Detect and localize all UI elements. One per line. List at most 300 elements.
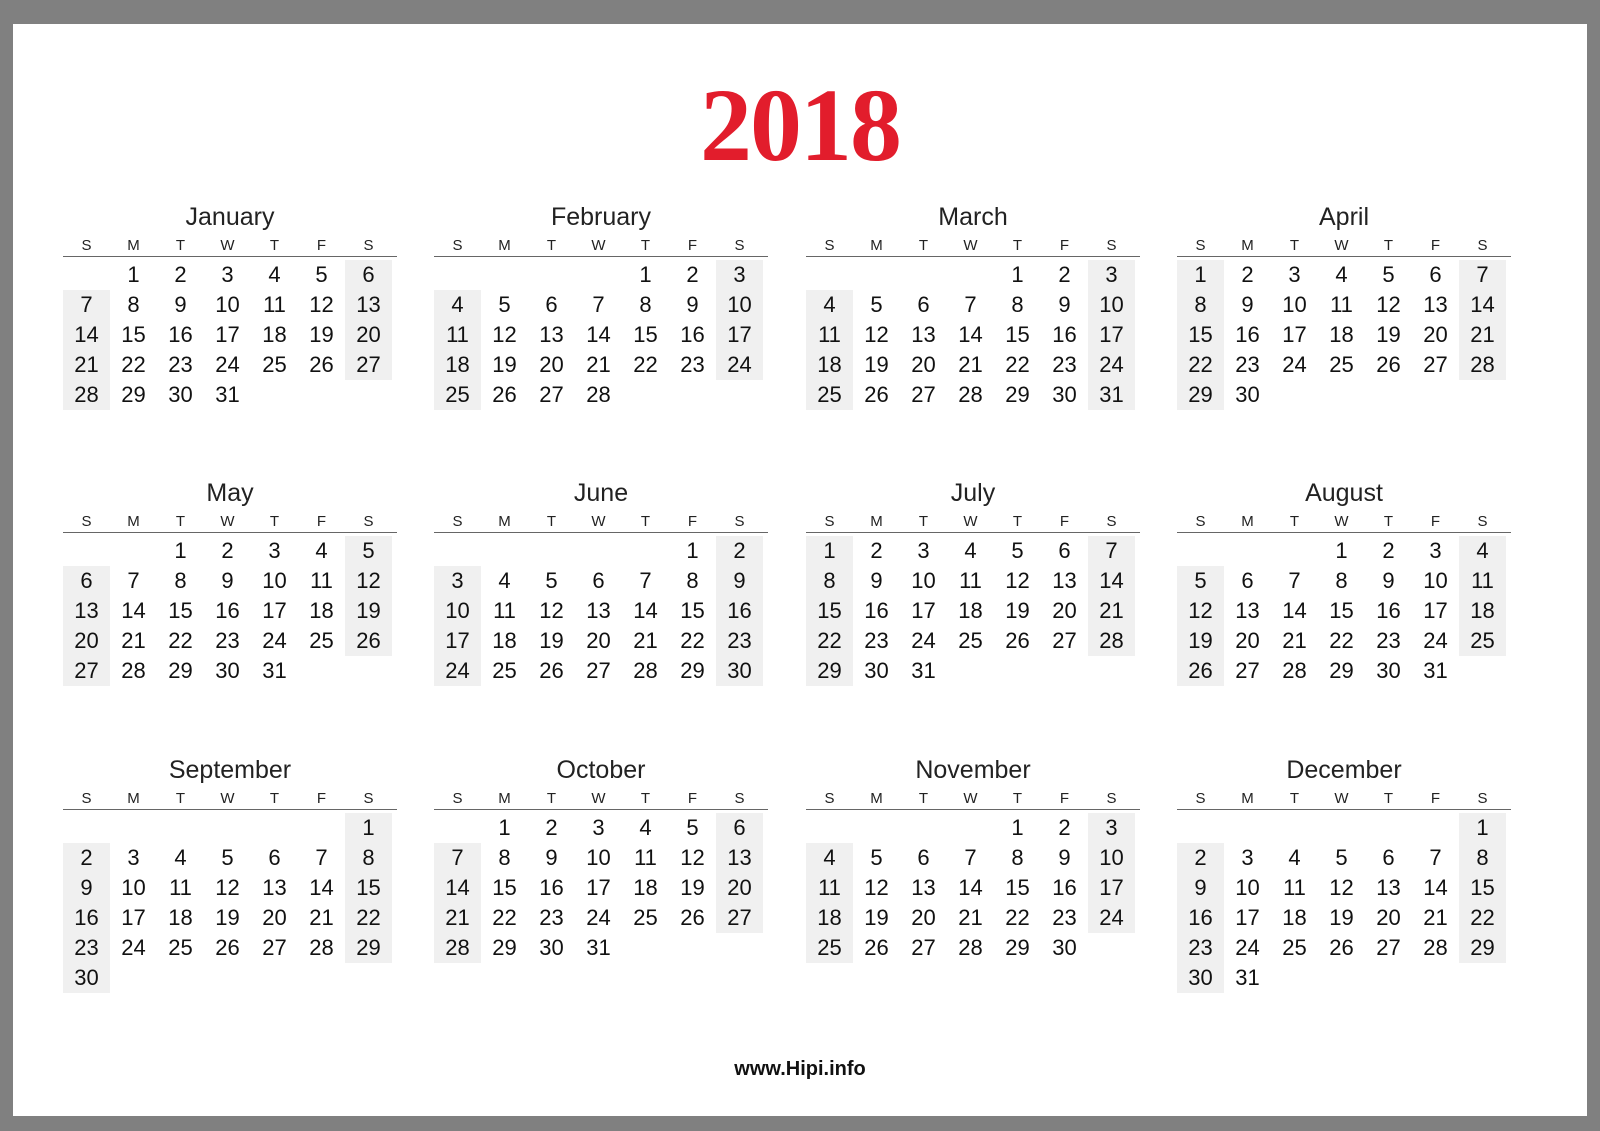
day-cell: 15	[680, 598, 705, 623]
day-cell: 16	[1235, 322, 1260, 347]
day-cell: 14	[74, 322, 99, 347]
day-cell: 30	[74, 965, 99, 990]
day-cell: 10	[215, 292, 240, 317]
day-cell: 4	[451, 292, 464, 317]
day-cell: 23	[539, 905, 564, 930]
weekday-label: F	[1430, 790, 1441, 807]
day-cell: 22	[1329, 628, 1354, 653]
day-cell: 21	[121, 628, 146, 653]
day-cell: 25	[492, 658, 517, 683]
weekday-label: W	[963, 513, 978, 530]
day-cell: 8	[823, 568, 836, 593]
day-cell: 31	[1099, 382, 1124, 407]
weekday-label: M	[1241, 790, 1254, 807]
weekday-label: T	[546, 790, 557, 807]
day-cell: 28	[958, 935, 983, 960]
day-cell: 20	[727, 875, 752, 900]
day-cell: 9	[1241, 292, 1254, 317]
day-cell: 25	[958, 628, 983, 653]
day-cell: 1	[1476, 815, 1489, 840]
weekday-label: S	[452, 237, 463, 254]
day-cell: 20	[539, 352, 564, 377]
month-name: December	[1286, 756, 1402, 784]
weekday-label: F	[687, 237, 698, 254]
day-cell: 7	[80, 292, 93, 317]
day-cell: 27	[539, 382, 564, 407]
day-cell: 4	[174, 845, 187, 870]
day-cell: 27	[727, 905, 752, 930]
day-cell: 29	[1329, 658, 1354, 683]
day-cell: 9	[1058, 845, 1071, 870]
day-cell: 29	[1470, 935, 1495, 960]
month-january	[63, 200, 397, 410]
day-cell: 6	[733, 815, 746, 840]
day-cell: 30	[168, 382, 193, 407]
day-cell: 27	[911, 935, 936, 960]
month-name: May	[206, 479, 254, 507]
day-cell: 21	[74, 352, 99, 377]
day-cell: 7	[592, 292, 605, 317]
day-cell: 25	[309, 628, 334, 653]
weekday-label: S	[1195, 790, 1206, 807]
day-cell: 9	[80, 875, 93, 900]
day-cell: 11	[1283, 875, 1306, 900]
day-cell: 18	[492, 628, 517, 653]
day-cell: 28	[1282, 658, 1307, 683]
day-cell: 7	[127, 568, 140, 593]
weekday-header	[434, 789, 768, 810]
day-cell: 31	[1423, 658, 1448, 683]
day-cell: 10	[121, 875, 146, 900]
day-cell: 5	[1194, 568, 1207, 593]
day-cell: 1	[686, 538, 699, 563]
day-cell: 15	[1470, 875, 1495, 900]
day-cell: 26	[1376, 352, 1401, 377]
day-cell: 15	[1329, 598, 1354, 623]
day-cell: 5	[686, 815, 699, 840]
weekday-label: F	[1430, 237, 1441, 254]
day-cell: 4	[823, 845, 836, 870]
day-cell: 7	[1429, 845, 1442, 870]
day-cell: 13	[1423, 292, 1448, 317]
day-cell: 12	[1376, 292, 1401, 317]
day-cell: 6	[917, 292, 930, 317]
weekday-label: W	[591, 513, 606, 530]
day-cell: 16	[1052, 322, 1077, 347]
weekday-label: T	[1383, 790, 1394, 807]
weekday-label: S	[734, 513, 745, 530]
day-cell: 3	[917, 538, 930, 563]
day-cell: 1	[174, 538, 187, 563]
day-cell: 24	[911, 628, 936, 653]
day-cell: 7	[639, 568, 652, 593]
day-cell: 9	[1194, 875, 1207, 900]
day-cell: 21	[633, 628, 658, 653]
day-cell: 27	[1423, 352, 1448, 377]
day-cell: 16	[1052, 875, 1077, 900]
weekday-label: S	[363, 790, 374, 807]
weekday-label: M	[127, 237, 140, 254]
month-name: November	[915, 756, 1031, 784]
day-cell: 27	[74, 658, 99, 683]
day-cell: 31	[215, 382, 240, 407]
day-cell: 6	[1429, 262, 1442, 287]
day-cell: 11	[446, 322, 469, 347]
day-cell: 28	[1423, 935, 1448, 960]
day-cell: 29	[356, 935, 381, 960]
day-cell: 26	[309, 352, 334, 377]
day-cell: 14	[958, 322, 983, 347]
weekday-label: T	[640, 790, 651, 807]
day-cell: 16	[215, 598, 240, 623]
day-cell: 11	[818, 875, 841, 900]
day-cell: 29	[1188, 382, 1213, 407]
day-cell: 3	[1105, 815, 1118, 840]
day-cell: 10	[1099, 292, 1124, 317]
day-cell: 12	[539, 598, 564, 623]
day-cell: 16	[864, 598, 889, 623]
day-cell: 7	[1105, 538, 1118, 563]
day-cell: 27	[586, 658, 611, 683]
day-cell: 13	[74, 598, 99, 623]
day-cell: 24	[727, 352, 752, 377]
day-cell: 5	[870, 845, 883, 870]
day-cell: 30	[1188, 965, 1213, 990]
weekday-label: W	[1334, 513, 1349, 530]
weekday-label: S	[1106, 237, 1117, 254]
weekday-label: W	[220, 513, 235, 530]
day-cell: 8	[686, 568, 699, 593]
day-cell: 13	[911, 875, 936, 900]
day-cell: 2	[1241, 262, 1254, 287]
day-cell: 3	[127, 845, 140, 870]
day-cell: 11	[310, 568, 333, 593]
day-cell: 17	[121, 905, 146, 930]
day-cell: 19	[309, 322, 334, 347]
day-cell: 4	[964, 538, 977, 563]
day-cell: 7	[964, 292, 977, 317]
day-cell: 20	[1052, 598, 1077, 623]
day-cell: 12	[864, 875, 889, 900]
weekday-header	[1177, 512, 1511, 533]
day-cell: 4	[1335, 262, 1348, 287]
day-cell: 5	[221, 845, 234, 870]
day-cell: 5	[1335, 845, 1348, 870]
weekday-label: T	[546, 513, 557, 530]
calendar-page	[13, 24, 1587, 1116]
weekday-label: S	[734, 237, 745, 254]
day-cell: 18	[1470, 598, 1495, 623]
month-name: October	[556, 756, 646, 784]
day-cell: 28	[445, 935, 470, 960]
day-cell: 20	[911, 352, 936, 377]
day-cell: 1	[362, 815, 375, 840]
day-cell: 29	[1005, 382, 1030, 407]
day-cell: 11	[818, 322, 841, 347]
day-cell: 4	[1288, 845, 1301, 870]
day-cell: 2	[1194, 845, 1207, 870]
weekday-header	[1177, 789, 1511, 810]
day-cell: 5	[498, 292, 511, 317]
day-cell: 30	[1235, 382, 1260, 407]
month-june	[434, 476, 768, 686]
day-cell: 26	[492, 382, 517, 407]
day-cell: 5	[545, 568, 558, 593]
day-cell: 6	[917, 845, 930, 870]
weekday-header	[1177, 236, 1511, 257]
weekday-label: F	[687, 513, 698, 530]
weekday-label: F	[1059, 790, 1070, 807]
day-cell: 6	[1241, 568, 1254, 593]
day-cell: 27	[356, 352, 381, 377]
day-cell: 16	[1188, 905, 1213, 930]
month-july	[806, 476, 1140, 686]
day-cell: 14	[1099, 568, 1124, 593]
day-cell: 19	[1376, 322, 1401, 347]
day-cell: 28	[74, 382, 99, 407]
day-cell: 18	[1329, 322, 1354, 347]
day-cell: 4	[823, 292, 836, 317]
weekday-label: M	[1241, 513, 1254, 530]
day-cell: 29	[680, 658, 705, 683]
day-cell: 14	[309, 875, 334, 900]
day-cell: 27	[1235, 658, 1260, 683]
day-cell: 28	[121, 658, 146, 683]
day-cell: 29	[1005, 935, 1030, 960]
day-cell: 8	[174, 568, 187, 593]
day-cell: 10	[1423, 568, 1448, 593]
day-cell: 15	[1005, 875, 1030, 900]
weekday-label: F	[316, 237, 327, 254]
day-cell: 28	[309, 935, 334, 960]
day-cell: 2	[686, 262, 699, 287]
day-cell: 11	[493, 598, 516, 623]
day-cell: 31	[262, 658, 287, 683]
day-cell: 21	[958, 352, 983, 377]
day-cell: 30	[1052, 382, 1077, 407]
weekday-label: S	[363, 237, 374, 254]
day-cell: 25	[262, 352, 287, 377]
day-cell: 1	[1194, 262, 1207, 287]
day-cell: 3	[451, 568, 464, 593]
day-cell: 13	[356, 292, 381, 317]
day-cell: 24	[1423, 628, 1448, 653]
weekday-label: M	[870, 790, 883, 807]
day-cell: 18	[1282, 905, 1307, 930]
day-cell: 17	[911, 598, 936, 623]
day-cell: 17	[1282, 322, 1307, 347]
day-cell: 15	[121, 322, 146, 347]
day-cell: 5	[1382, 262, 1395, 287]
day-cell: 7	[964, 845, 977, 870]
day-cell: 1	[127, 262, 140, 287]
day-cell: 11	[263, 292, 286, 317]
day-cell: 9	[1382, 568, 1395, 593]
day-cell: 23	[864, 628, 889, 653]
weekday-label: T	[918, 237, 929, 254]
day-cell: 6	[268, 845, 281, 870]
day-cell: 19	[492, 352, 517, 377]
day-cell: 11	[1471, 568, 1494, 593]
weekday-label: W	[220, 790, 235, 807]
day-cell: 13	[1235, 598, 1260, 623]
day-cell: 24	[215, 352, 240, 377]
weekday-label: F	[1059, 237, 1070, 254]
day-cell: 4	[498, 568, 511, 593]
month-name: April	[1318, 203, 1369, 231]
day-cell: 13	[727, 845, 752, 870]
month-november	[806, 753, 1140, 963]
day-cell: 25	[1282, 935, 1307, 960]
day-cell: 13	[539, 322, 564, 347]
weekday-label: T	[269, 237, 280, 254]
weekday-label: T	[1012, 237, 1023, 254]
weekday-label: S	[452, 790, 463, 807]
day-cell: 16	[74, 905, 99, 930]
weekday-label: T	[640, 513, 651, 530]
weekday-label: S	[363, 513, 374, 530]
day-cell: 25	[817, 935, 842, 960]
day-cell: 27	[911, 382, 936, 407]
day-cell: 10	[586, 845, 611, 870]
day-cell: 28	[586, 382, 611, 407]
day-cell: 25	[817, 382, 842, 407]
weekday-label: T	[640, 237, 651, 254]
day-cell: 2	[1058, 262, 1071, 287]
day-cell: 28	[958, 382, 983, 407]
day-cell: 3	[733, 262, 746, 287]
weekday-label: M	[870, 237, 883, 254]
day-cell: 14	[1470, 292, 1495, 317]
day-cell: 20	[74, 628, 99, 653]
day-cell: 30	[1052, 935, 1077, 960]
weekday-label: T	[269, 513, 280, 530]
month-march	[806, 200, 1140, 410]
day-cell: 24	[445, 658, 470, 683]
day-cell: 20	[262, 905, 287, 930]
day-cell: 17	[1099, 322, 1124, 347]
month-name: February	[550, 203, 652, 231]
month-name: June	[573, 479, 629, 507]
day-cell: 14	[121, 598, 146, 623]
day-cell: 16	[727, 598, 752, 623]
day-cell: 10	[911, 568, 936, 593]
day-cell: 9	[221, 568, 234, 593]
day-cell: 24	[586, 905, 611, 930]
day-cell: 20	[1235, 628, 1260, 653]
day-cell: 12	[1005, 568, 1030, 593]
day-cell: 1	[498, 815, 511, 840]
month-may	[63, 476, 397, 686]
weekday-label: T	[918, 513, 929, 530]
weekday-label: S	[1477, 513, 1488, 530]
weekday-header	[806, 512, 1140, 533]
day-cell: 12	[309, 292, 334, 317]
day-cell: 17	[1235, 905, 1260, 930]
weekday-label: M	[498, 237, 511, 254]
day-cell: 23	[1052, 352, 1077, 377]
weekday-label: W	[591, 790, 606, 807]
day-cell: 23	[1052, 905, 1077, 930]
day-cell: 2	[174, 262, 187, 287]
day-cell: 9	[870, 568, 883, 593]
day-cell: 22	[1470, 905, 1495, 930]
day-cell: 19	[864, 905, 889, 930]
day-cell: 25	[168, 935, 193, 960]
weekday-header	[63, 236, 397, 257]
day-cell: 20	[1423, 322, 1448, 347]
day-cell: 23	[727, 628, 752, 653]
day-cell: 4	[268, 262, 281, 287]
day-cell: 9	[733, 568, 746, 593]
day-cell: 19	[1188, 628, 1213, 653]
day-cell: 29	[817, 658, 842, 683]
day-cell: 14	[445, 875, 470, 900]
day-cell: 18	[309, 598, 334, 623]
day-cell: 16	[1376, 598, 1401, 623]
month-april	[1177, 200, 1511, 410]
day-cell: 25	[633, 905, 658, 930]
day-cell: 13	[586, 598, 611, 623]
day-cell: 16	[539, 875, 564, 900]
day-cell: 15	[356, 875, 381, 900]
day-cell: 14	[958, 875, 983, 900]
weekday-label: S	[1106, 513, 1117, 530]
day-cell: 29	[121, 382, 146, 407]
weekday-label: F	[1430, 513, 1441, 530]
day-cell: 2	[1058, 815, 1071, 840]
day-cell: 15	[492, 875, 517, 900]
day-cell: 7	[315, 845, 328, 870]
day-cell: 19	[680, 875, 705, 900]
day-cell: 31	[586, 935, 611, 960]
weekday-header	[434, 512, 768, 533]
month-september	[63, 753, 397, 993]
day-cell: 8	[1476, 845, 1489, 870]
day-cell: 5	[1011, 538, 1024, 563]
weekday-label: S	[1106, 790, 1117, 807]
day-cell: 3	[1288, 262, 1301, 287]
day-cell: 26	[1188, 658, 1213, 683]
weekday-header	[63, 512, 397, 533]
month-february	[434, 200, 768, 410]
weekday-label: S	[1195, 237, 1206, 254]
day-cell: 23	[680, 352, 705, 377]
day-cell: 20	[911, 905, 936, 930]
day-cell: 20	[1376, 905, 1401, 930]
day-cell: 22	[1188, 352, 1213, 377]
day-cell: 1	[823, 538, 836, 563]
day-cell: 21	[958, 905, 983, 930]
day-cell: 14	[633, 598, 658, 623]
day-cell: 8	[1194, 292, 1207, 317]
weekday-label: T	[1383, 513, 1394, 530]
day-cell: 9	[545, 845, 558, 870]
day-cell: 26	[1329, 935, 1354, 960]
day-cell: 23	[215, 628, 240, 653]
day-cell: 20	[586, 628, 611, 653]
day-cell: 16	[680, 322, 705, 347]
day-cell: 21	[1282, 628, 1307, 653]
day-cell: 10	[1235, 875, 1260, 900]
weekday-label: W	[1334, 790, 1349, 807]
day-cell: 13	[911, 322, 936, 347]
day-cell: 8	[127, 292, 140, 317]
weekday-header	[806, 789, 1140, 810]
day-cell: 23	[74, 935, 99, 960]
day-cell: 22	[492, 905, 517, 930]
day-cell: 22	[1005, 905, 1030, 930]
